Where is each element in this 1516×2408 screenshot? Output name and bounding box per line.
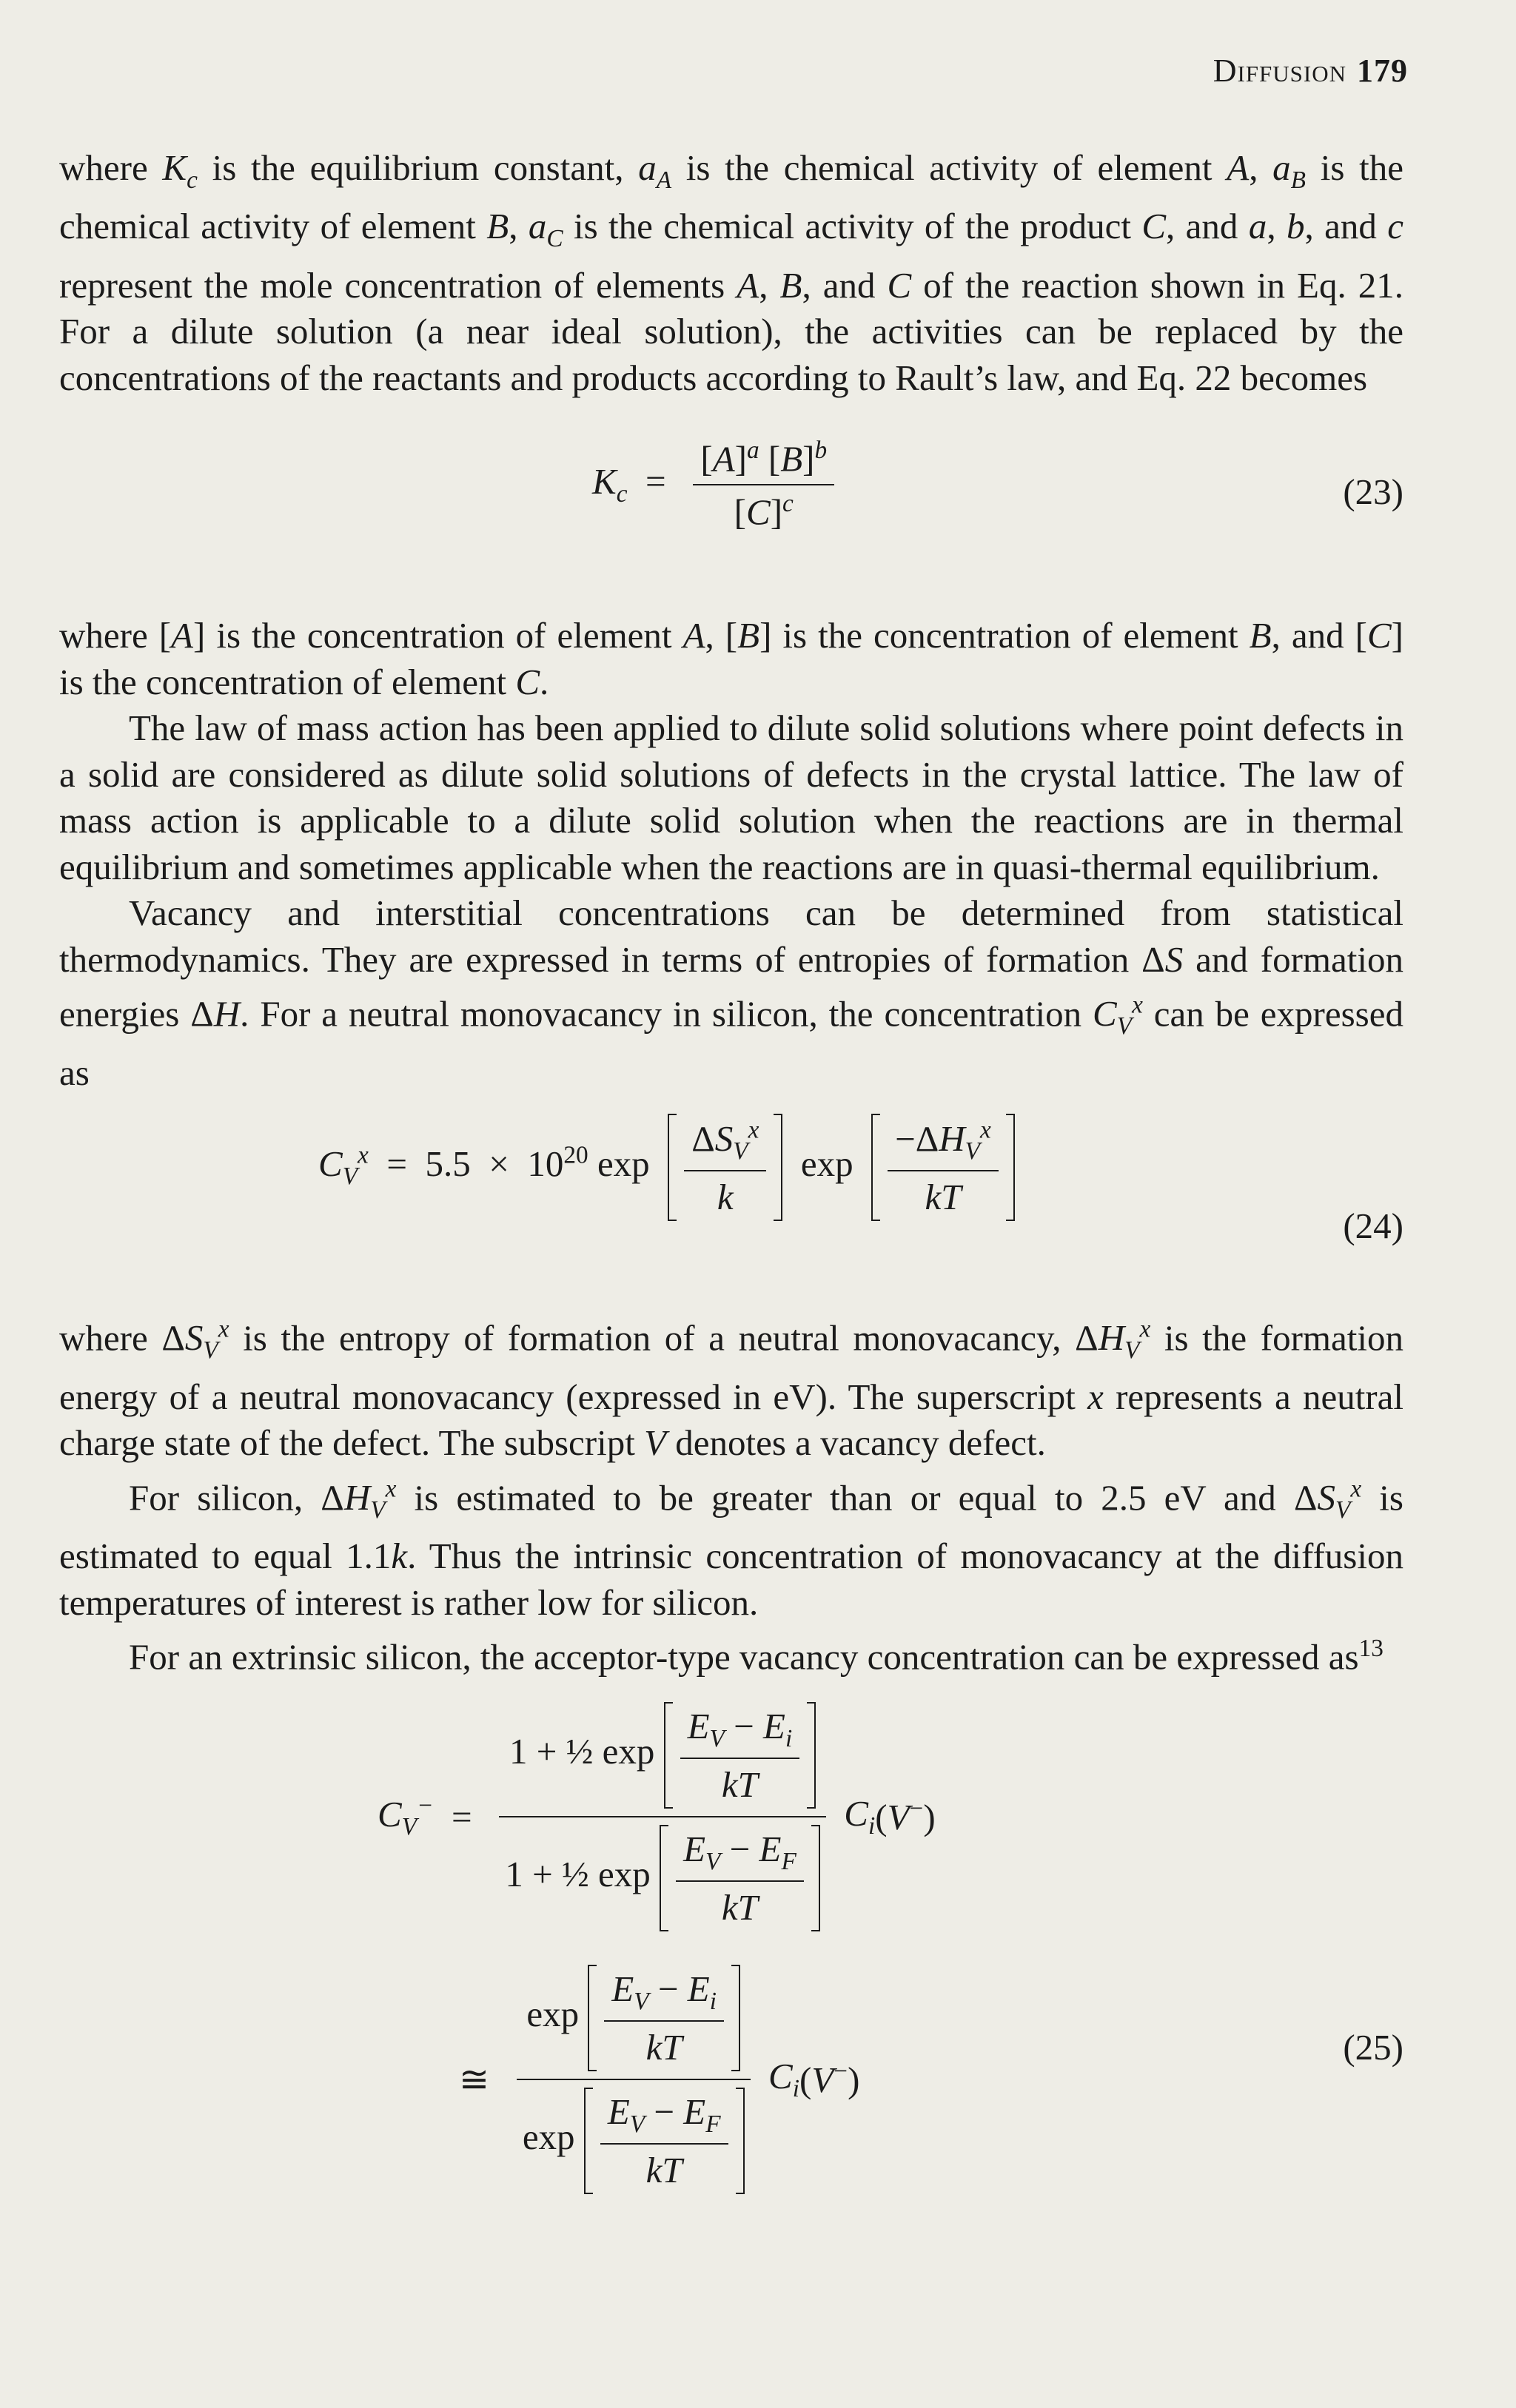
eq24-power: 20 [563, 1141, 588, 1169]
paragraph-1: where $K_c$ is the equilibrium constant, $a_A$ is the chemical activity of element A, $a_B$ is the chemical activity of element B, $a_C$ is the chemical activity of the product C, and a, b, and c represent the mole concentration of elements A, B, and C of the reaction shown in Eq. 21. For a dilute solution (a near ideal solution), the activities can be replaced by the concentrations of the reactants and products according to Rault’s law, and Eq. 22 becomes [59, 147, 1403, 398]
equation-number-24: (24) [1343, 1205, 1403, 1246]
paragraph-block-2: where [A] is the concentration of element A, [B] is the concentration of element B, and [C] is the concentration of element C. The law of mass action has been applied to dilute solid solutions where point defects in a solid are considered as dilute solid solutions of defects in the crystal lattice. The law of mass action is applicable to a dilute solid solution when the reactions are in thermal equilibrium and sometimes applicable when the reactions are in quasi-thermal equilibrium. Vacancy and interstitial concentrations can be determined from statistical thermodynamics. They are expressed in terms of entropies of formation ΔS and formation energies ΔH. For a neutral monovacancy in silicon, the concentration $C_V^x$ can be expressed as [59, 615, 1403, 1093]
equation-number-25: (25) [1343, 2027, 1403, 2068]
paragraph-7: For an extrinsic silicon, the acceptor-type vacancy concentration can be expressed as [129, 1636, 1359, 1678]
equation-number-23: (23) [1343, 471, 1403, 512]
equation-25-line-1: $C_V^-$ = 1 + ½ exp $\frac{E_V - E_i}{kT}$ 1 + ½ exp $\frac{E_V - E_F}{kT}$ $C_i(V^-)$ [378, 1702, 936, 1931]
eq24-coefficient: 5.5 [425, 1143, 471, 1184]
paragraph-block-3: where $\Delta S_V^x$ is the entropy of formation of a neutral monovacancy, $\Delta H_V^x$ is the formation energy of a neutral monovacancy (expressed in eV). The superscript x represents a neutral charge state of the defect. The subscript V denotes a vacancy defect. For silicon, $\Delta H_V^x$ is estimated to be greater than or equal to 2.5 eV and $\Delta S_V^x$ is estimated to equal 1.1k. Thus the intrinsic concentration of monovacancy at the diffusion temperatures of interest is rather low for silicon. For an extrinsic silicon, the acceptor-type vacancy concentration can be expressed $as^{13}$ [59, 1316, 1403, 1678]
equation-23: $K_c$ = $\frac{[A]^a [B]^b}{[C]^c}$ [592, 437, 834, 534]
reference-13: 13 [1358, 1635, 1383, 1663]
section-title: Diffusion [1213, 53, 1346, 89]
page-number: 179 [1357, 53, 1408, 89]
equation-25-line-2: ≅ exp $\frac{E_V - E_i}{kT}$ exp $\frac{E_V - E_F}{kT}$ $C_i(V^-)$ [459, 1965, 859, 2194]
running-header [1213, 52, 1408, 90]
paragraph-3: The law of mass action has been applied to dilute solid solutions where point defects in a solid are considered as dilute solid solutions of defects in the crystal lattice. The law of mass action is applicable to a dilute solid solution when the reactions are in thermal equilibrium and sometimes applicable when the reactions are in quasi-thermal equilibrium. [59, 707, 1403, 887]
equation-24: $C_V^x = 5.5 \times 10^{20}$ exp $\frac{\Delta S_V^x}{k}$ exp $\frac{-\Delta H_V^x}{kT}$ [318, 1114, 1015, 1221]
